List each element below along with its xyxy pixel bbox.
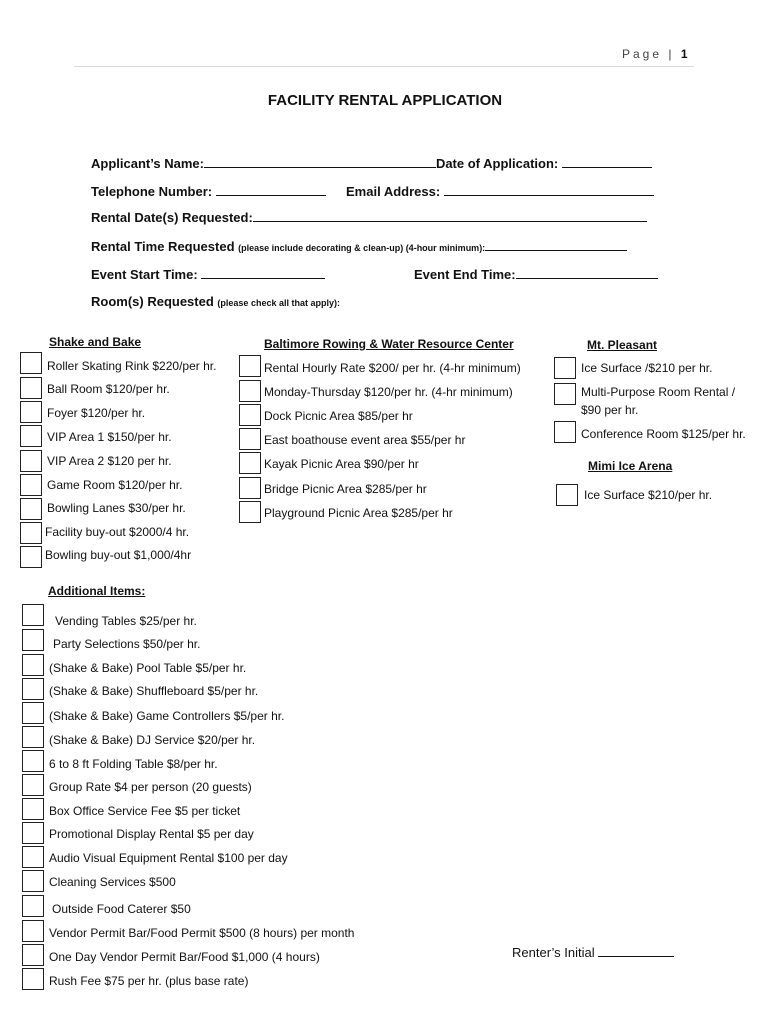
checkbox-east-boathouse[interactable] bbox=[239, 428, 261, 450]
date-of-application-label: Date of Application: bbox=[435, 156, 559, 171]
item-shuffleboard: (Shake & Bake) Shuffleboard $5/per hr. bbox=[49, 684, 259, 698]
event-start-label: Event Start Time: bbox=[91, 267, 198, 282]
checkbox-ball-room[interactable] bbox=[20, 377, 42, 399]
item-rush-fee: Rush Fee $75 per hr. (plus base rate) bbox=[49, 974, 249, 988]
checkbox-facility-buyout[interactable] bbox=[20, 522, 42, 544]
item-multi-purpose: Multi-Purpose Room Rental / bbox=[581, 385, 736, 399]
telephone-label: Telephone Number: bbox=[91, 184, 213, 199]
item-audio-visual: Audio Visual Equipment Rental $100 per day bbox=[49, 851, 288, 865]
checkbox-shuffleboard[interactable] bbox=[22, 678, 44, 700]
baltimore-rowing-heading-part: Baltimore Rowing & Water bbox=[264, 337, 415, 351]
item-vending-tables: Vending Tables $25/per hr. bbox=[55, 614, 197, 628]
item-game-room: Game Room $120/per hr. bbox=[47, 478, 183, 492]
checkbox-dj-service[interactable] bbox=[22, 726, 44, 748]
event-end-field[interactable] bbox=[516, 266, 658, 279]
checkbox-one-day-vendor[interactable] bbox=[22, 944, 44, 966]
shake-and-bake-heading: Shake and Bake bbox=[49, 335, 142, 349]
applicant-name-field[interactable] bbox=[204, 155, 436, 168]
item-bridge-picnic: Bridge Picnic Area $285/per hr bbox=[264, 482, 427, 496]
checkbox-game-controllers[interactable] bbox=[22, 702, 44, 724]
item-promotional-display: Promotional Display Rental $5 per day bbox=[49, 827, 254, 841]
item-vip-area-2: VIP Area 2 $120 per hr. bbox=[47, 454, 172, 468]
telephone-row bbox=[91, 183, 326, 199]
item-group-rate: Group Rate $4 per person (20 guests) bbox=[49, 780, 252, 794]
rental-time-note: (please include decorating & clean-up) (4-hour minimum): bbox=[238, 243, 486, 253]
item-roller-skating: Roller Skating Rink $220/per hr. bbox=[47, 359, 217, 373]
item-foyer: Foyer $120/per hr. bbox=[47, 406, 146, 420]
rental-time-label: Rental Time Requested bbox=[91, 239, 235, 254]
mt-pleasant-heading: Mt. Pleasant bbox=[587, 338, 658, 352]
checkbox-mimi-ice-surface[interactable] bbox=[556, 484, 578, 506]
item-facility-buyout: Facility buy-out $2000/4 hr. bbox=[45, 525, 190, 539]
item-multi-purpose-price: $90 per hr. bbox=[581, 403, 639, 417]
item-pool-table: (Shake & Bake) Pool Table $5/per hr. bbox=[49, 661, 247, 675]
checkbox-roller-skating[interactable] bbox=[20, 352, 42, 374]
checkbox-mt-pleasant-ice[interactable] bbox=[554, 357, 576, 379]
checkbox-outside-caterer[interactable] bbox=[22, 895, 44, 917]
item-game-controllers: (Shake & Bake) Game Controllers $5/per hr. bbox=[49, 709, 285, 723]
item-bowling-buyout: Bowling buy-out $1,000/4hr bbox=[45, 548, 192, 562]
item-outside-caterer: Outside Food Caterer $50 bbox=[52, 902, 191, 916]
telephone-field[interactable] bbox=[216, 183, 326, 196]
item-rental-hourly: Rental Hourly Rate $200/ per hr. (4-hr minimum) bbox=[264, 361, 521, 375]
rental-dates-row bbox=[91, 209, 647, 225]
item-playground-picnic: Playground Picnic Area $285/per hr bbox=[264, 506, 453, 520]
baltimore-rowing-heading-part: Center bbox=[475, 337, 514, 351]
email-label: Email Address: bbox=[346, 184, 441, 199]
form-title: FACILITY RENTAL APPLICATION bbox=[267, 92, 503, 109]
applicant-name-label: Applicant’s Name: bbox=[91, 156, 204, 171]
checkbox-cleaning-services[interactable] bbox=[22, 870, 44, 892]
checkbox-pool-table[interactable] bbox=[22, 654, 44, 676]
checkbox-box-office[interactable] bbox=[22, 798, 44, 820]
checkbox-dock-picnic[interactable] bbox=[239, 404, 261, 426]
checkbox-game-room[interactable] bbox=[20, 474, 42, 496]
email-row bbox=[346, 183, 654, 199]
checkbox-vending-tables[interactable] bbox=[22, 604, 44, 626]
checkbox-playground-picnic[interactable] bbox=[239, 501, 261, 523]
rental-dates-field[interactable] bbox=[253, 209, 647, 222]
checkbox-monday-thursday[interactable] bbox=[239, 380, 261, 402]
item-vendor-permit: Vendor Permit Bar/Food Permit $500 (8 hours) per month bbox=[49, 926, 355, 940]
date-of-application-field[interactable] bbox=[562, 155, 652, 168]
item-one-day-vendor: One Day Vendor Permit Bar/Food $1,000 (4 hours) bbox=[49, 950, 320, 964]
checkbox-multi-purpose[interactable] bbox=[554, 383, 576, 405]
page-number: Page | 1 bbox=[622, 47, 688, 61]
checkbox-vendor-permit[interactable] bbox=[22, 920, 44, 942]
item-dj-service: (Shake & Bake) DJ Service $20/per hr. bbox=[49, 733, 256, 747]
checkbox-group-rate[interactable] bbox=[22, 774, 44, 796]
item-kayak-picnic: Kayak Picnic Area $90/per hr bbox=[264, 457, 419, 471]
renter-initial-label: Renter’s Initial bbox=[512, 945, 595, 960]
checkbox-kayak-picnic[interactable] bbox=[239, 452, 261, 474]
checkbox-conference-room[interactable] bbox=[554, 421, 576, 443]
checkbox-bowling-lanes[interactable] bbox=[20, 498, 42, 520]
item-dock-picnic: Dock Picnic Area $85/per hr bbox=[264, 409, 413, 423]
checkbox-rush-fee[interactable] bbox=[22, 968, 44, 990]
renter-initial-field[interactable] bbox=[598, 944, 674, 957]
checkbox-promotional-display[interactable] bbox=[22, 822, 44, 844]
checkbox-bridge-picnic[interactable] bbox=[239, 477, 261, 499]
event-start-row bbox=[91, 266, 325, 282]
checkbox-foyer[interactable] bbox=[20, 401, 42, 423]
item-monday-thursday: Monday-Thursday $120/per hr. (4-hr minimum) bbox=[264, 385, 513, 399]
rental-dates-label: Rental Date(s) Requested: bbox=[91, 210, 253, 225]
rooms-requested-label: Room(s) Requested bbox=[91, 294, 214, 309]
baltimore-rowing-heading bbox=[264, 337, 514, 351]
checkbox-rental-hourly[interactable] bbox=[239, 355, 261, 377]
baltimore-rowing-heading-part: Resource bbox=[417, 337, 473, 351]
header-rule bbox=[74, 66, 694, 67]
checkbox-folding-table[interactable] bbox=[22, 750, 44, 772]
rooms-requested-row bbox=[91, 294, 340, 309]
rental-time-row bbox=[91, 238, 627, 254]
checkbox-party-selections[interactable] bbox=[22, 629, 44, 651]
item-box-office: Box Office Service Fee $5 per ticket bbox=[49, 804, 241, 818]
checkbox-vip-area-2[interactable] bbox=[20, 450, 42, 472]
checkbox-vip-area-1[interactable] bbox=[20, 425, 42, 447]
item-cleaning-services: Cleaning Services $500 bbox=[49, 875, 176, 889]
event-end-row bbox=[414, 266, 658, 282]
item-mt-pleasant-ice: Ice Surface /$210 per hr. bbox=[581, 361, 713, 375]
item-party-selections: Party Selections $50/per hr. bbox=[53, 637, 201, 651]
checkbox-bowling-buyout[interactable] bbox=[20, 546, 42, 568]
mimi-ice-heading: Mimi Ice Arena bbox=[588, 459, 673, 473]
applicant-name-row bbox=[91, 155, 652, 171]
event-start-field[interactable] bbox=[201, 266, 325, 279]
item-conference-room: Conference Room $125/per hr. bbox=[581, 427, 746, 441]
page-number-value: 1 bbox=[680, 47, 688, 61]
email-field[interactable] bbox=[444, 183, 654, 196]
checkbox-audio-visual[interactable] bbox=[22, 846, 44, 868]
item-east-boathouse: East boathouse event area $55/per hr bbox=[264, 433, 466, 447]
renter-initial-row bbox=[512, 944, 674, 960]
additional-items-heading: Additional Items: bbox=[48, 584, 146, 598]
rooms-requested-note: (please check all that apply): bbox=[217, 298, 340, 308]
item-vip-area-1: VIP Area 1 $150/per hr. bbox=[47, 430, 172, 444]
item-folding-table: 6 to 8 ft Folding Table $8/per hr. bbox=[49, 757, 218, 771]
item-ball-room: Ball Room $120/per hr. bbox=[47, 382, 170, 396]
rental-time-field[interactable] bbox=[485, 238, 627, 251]
item-bowling-lanes: Bowling Lanes $30/per hr. bbox=[47, 501, 186, 515]
event-end-label: Event End Time: bbox=[414, 267, 516, 282]
page-label: Page bbox=[622, 47, 663, 61]
item-mimi-ice-surface: Ice Surface $210/per hr. bbox=[584, 488, 713, 502]
